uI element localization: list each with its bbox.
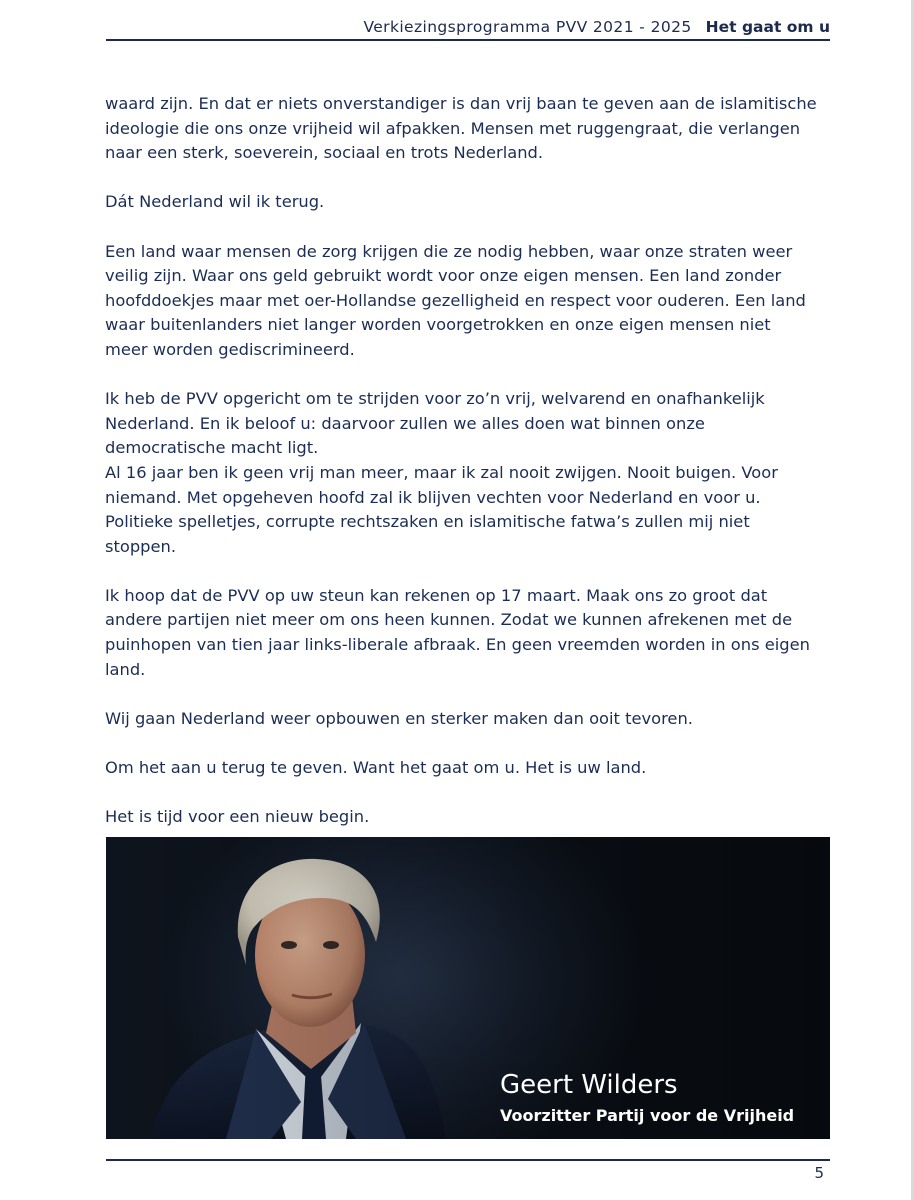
paragraph: Al 16 jaar ben ik geen vrij man meer, maar ik zal nooit zwijgen. Nooit buigen. Voor niemand. Met opgeheven hoofd zal ik blijven vechten voor Nederland en voor u. Politieke spelletjes, corrupte rechtszaken en islamitische fatwa’s zullen mij niet stoppen. — [105, 462, 778, 556]
footer-divider — [106, 1159, 830, 1161]
paragraph: Ik heb de PVV opgericht om te strijden voor zo’n vrij, welvarend en onafhankelijk Nederland. En ik beloof u: daarvoor zullen we alles doen wat binnen onze democratische macht ligt. — [105, 389, 765, 458]
paragraph: Een land waar mensen de zorg krijgen die ze nodig hebben, waar onze straten weer veilig zijn. Waar ons geld gebruikt wordt voor onze eigen mensen. Een land zonder hoofddoekjes maar met oer-Hollandse gezelligheid en respect voor ouderen. Een land waar buitenlanders niet langer worden voorgetrokken en onze eigen mensen niet meer worden gediscrimineerd. — [105, 241, 806, 359]
header-slogan: Het gaat om u — [705, 18, 830, 36]
paragraph: Het is tijd voor een nieuw begin. — [105, 807, 370, 827]
caption-role: Voorzitter Partij voor de Vrijheid — [500, 1106, 795, 1125]
header-text — [363, 18, 830, 36]
paragraph: Om het aan u terug te geven. Want het gaat om u. Het is uw land. — [105, 758, 647, 778]
body-text — [105, 92, 817, 854]
header-subtitle: Verkiezingsprogramma PVV 2021 - 2025 — [363, 18, 692, 36]
paragraph: Dát Nederland wil ik terug. — [105, 192, 325, 212]
paragraph: Wij gaan Nederland weer opbouwen en sterker maken dan ooit tevoren. — [105, 708, 693, 728]
portrait-photo — [106, 837, 830, 1139]
page-header — [106, 14, 830, 40]
paragraph: Ik hoop dat de PVV op uw steun kan rekenen op 17 maart. Maak ons zo groot dat andere partijen niet meer om ons heen kunnen. Zodat we kunnen afrekenen met de puinhopen van tien jaar links-liberale afbraak. En geen vreemden worden in ons eigen land. — [105, 585, 810, 679]
header-divider — [106, 39, 830, 41]
caption-name: Geert Wilders — [500, 1070, 678, 1100]
portrait-illustration — [106, 837, 830, 1139]
page-number: 5 — [814, 1164, 824, 1182]
paragraph: waard zijn. En dat er niets onverstandiger is dan vrij baan te geven aan de islamitische ideologie die ons onze vrijheid wil afpakken. Mensen met ruggengraat, die verlangen naar een sterk, soeverein, sociaal en trots Nederland. — [105, 94, 817, 163]
